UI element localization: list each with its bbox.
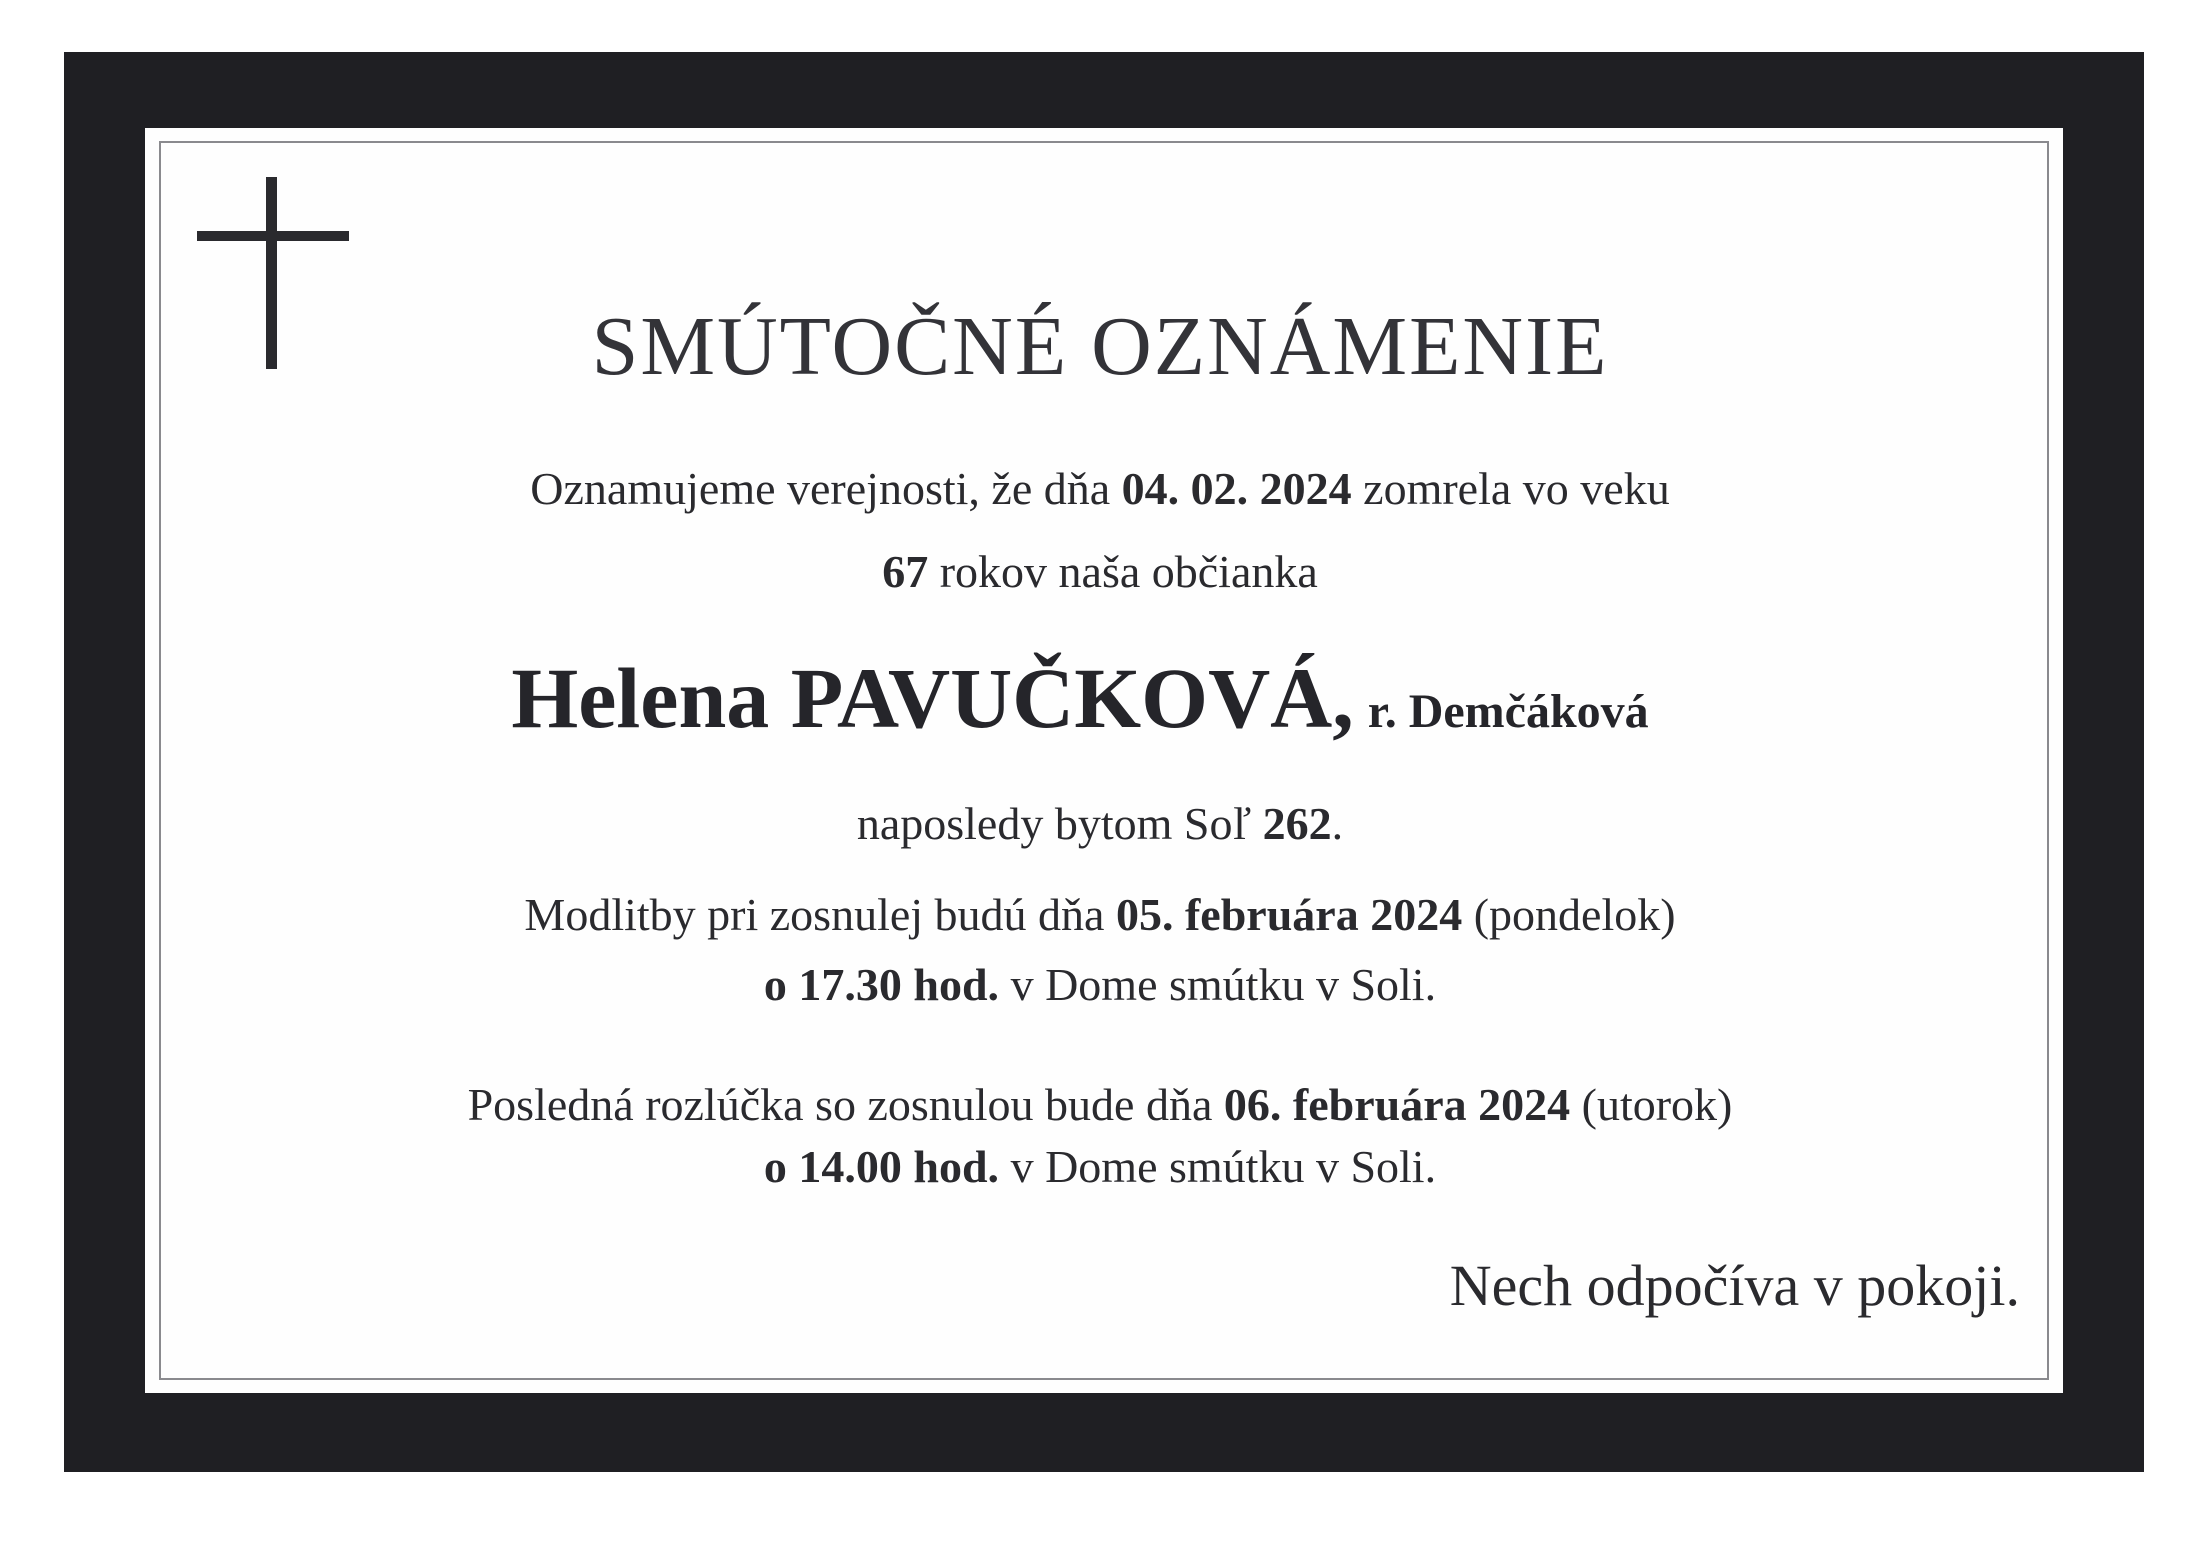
age: 67 — [882, 546, 929, 597]
residence-suffix: . — [1331, 798, 1344, 849]
farewell-line-1 — [0, 1078, 2200, 1131]
prayers-date: 05. februára 2024 — [1115, 889, 1463, 940]
announcement-line-1 — [0, 462, 2200, 515]
deceased-name: Helena PAVUČKOVÁ, — [511, 650, 1354, 746]
prayers-line-2 — [0, 958, 2200, 1011]
farewell-day: (utorok) — [1570, 1079, 1733, 1130]
residence-number: 262 — [1262, 798, 1332, 849]
residence-prefix: naposledy bytom Soľ — [856, 798, 1263, 849]
prayers-day: (pondelok) — [1462, 889, 1676, 940]
announcement-prefix: Oznamujeme verejnosti, že dňa — [530, 463, 1122, 514]
prayers-prefix: Modlitby pri zosnulej budú dňa — [524, 889, 1116, 940]
prayers-time: o 17.30 hod. — [763, 959, 1000, 1010]
closing-phrase: Nech odpočíva v pokoji. — [1449, 1253, 2020, 1318]
announcement-suffix: zomrela vo veku — [1351, 463, 1670, 514]
farewell-time: o 14.00 hod. — [763, 1141, 1000, 1192]
death-date: 04. 02. 2024 — [1121, 463, 1352, 514]
prayers-place: v Dome smútku v Soli. — [999, 959, 1437, 1010]
maiden-name: r. Demčáková — [1367, 685, 1649, 738]
notice-title: SMÚTOČNÉ OZNÁMENIE — [591, 300, 1609, 393]
age-suffix: rokov naša občianka — [928, 546, 1318, 597]
cross-horizontal-bar — [197, 231, 349, 241]
farewell-place: v Dome smútku v Soli. — [999, 1141, 1437, 1192]
farewell-prefix: Posledná rozlúčka so zosnulou bude dňa — [467, 1079, 1224, 1130]
announcement-line-2 — [0, 545, 2200, 598]
deceased-name-line — [0, 648, 2180, 748]
prayers-line-1 — [0, 888, 2200, 941]
farewell-line-2 — [0, 1140, 2200, 1193]
farewell-date: 06. februára 2024 — [1223, 1079, 1571, 1130]
residence-line — [0, 797, 2200, 850]
